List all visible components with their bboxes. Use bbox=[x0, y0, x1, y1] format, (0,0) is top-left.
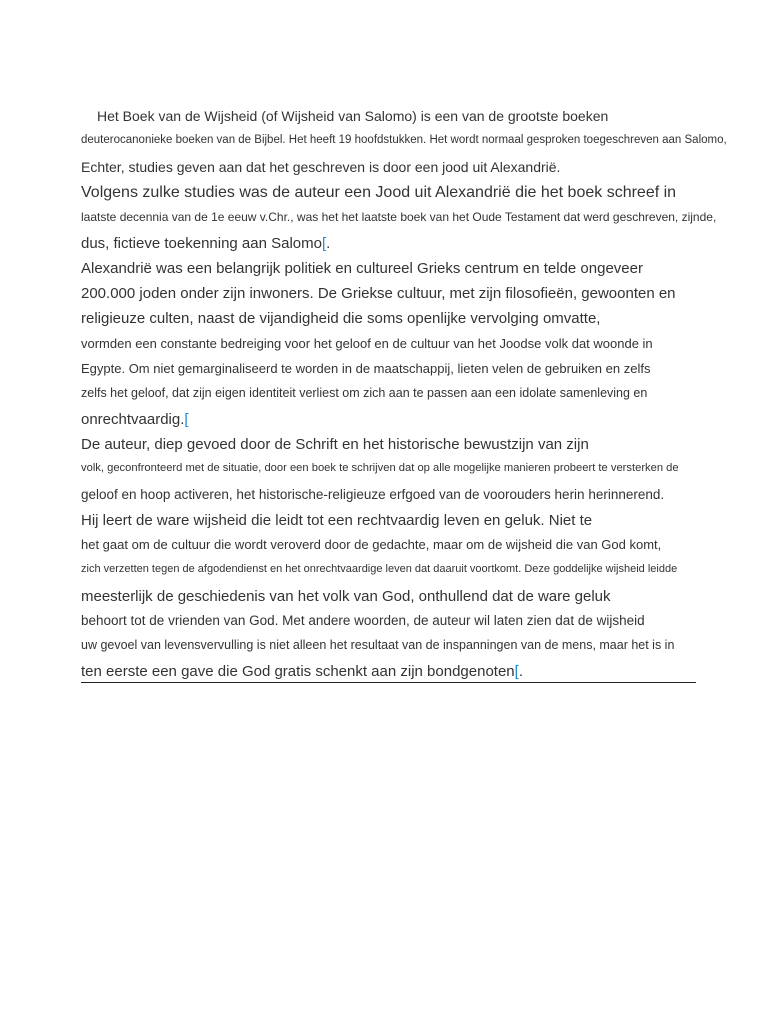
line-text: dus, fictieve toekenning aan Salomo bbox=[81, 235, 322, 252]
paragraph-line: geloof en hoop activeren, het historische-religieuze erfgoed van de voorouders herin herinnerend. bbox=[81, 487, 665, 502]
paragraph-line: behoort tot de vrienden van God. Met andere woorden, de auteur wil laten zien dat de wijsheid bbox=[81, 613, 645, 628]
paragraph-line: Egypte. Om niet gemarginaliseerd te worden in de maatschappij, lieten velen de gebruiken en zelfs bbox=[81, 361, 651, 376]
reference-link[interactable]: [ bbox=[514, 663, 519, 680]
paragraph-line: zelfs het geloof, dat zijn eigen identiteit verliest om zich aan te passen aan een idolate samenleving en bbox=[81, 386, 648, 400]
paragraph-line: 200.000 joden onder zijn inwoners. De Griekse cultuur, met zijn filosofieën, gewoonten en bbox=[81, 285, 676, 302]
line-tail: . bbox=[326, 235, 331, 252]
paragraph-line: vormden een constante bedreiging voor het geloof en de cultuur van het Joodse volk dat woonde in bbox=[81, 336, 653, 351]
reference-link[interactable]: [ bbox=[322, 235, 327, 252]
paragraph-line: deuterocanonieke boeken van de Bijbel. Het heeft 19 hoofdstukken. Het wordt normaal gesproken toegeschreven aan Salomo, bbox=[81, 134, 727, 146]
paragraph-line: Echter, studies geven aan dat het geschreven is door een jood uit Alexandrië. bbox=[81, 159, 561, 175]
paragraph-line: religieuze culten, naast de vijandigheid die soms openlijke vervolging omvatte, bbox=[81, 310, 601, 327]
paragraph-line: Het Boek van de Wijsheid (of Wijsheid van Salomo) is een van de grootste boeken bbox=[97, 108, 609, 124]
paragraph-line: Hij leert de ware wijsheid die leidt tot een rechtvaardig leven en geluk. Niet te bbox=[81, 512, 593, 529]
paragraph-line bbox=[81, 411, 189, 428]
paragraph-line bbox=[81, 663, 523, 680]
paragraph-line bbox=[81, 235, 330, 252]
line-tail: . bbox=[518, 663, 523, 680]
paragraph-line: zich verzetten tegen de afgodendienst en het onrechtvaardige leven dat daaruit voortkomt. Deze goddelijke wijsheid leidde bbox=[81, 563, 678, 575]
paragraph-line: Alexandrië was een belangrijk politiek en cultureel Grieks centrum en telde ongeveer bbox=[81, 260, 643, 277]
paragraph-line: laatste decennia van de 1e eeuw v.Chr., was het het laatste boek van het Oude Testament dat werd geschreven, zijnde, bbox=[81, 210, 717, 224]
line-text: onrechtvaardig. bbox=[81, 411, 185, 428]
paragraph-line: het gaat om de cultuur die wordt veroverd door de gedachte, maar om de wijsheid die van God komt, bbox=[81, 537, 662, 552]
paragraph-line: uw gevoel van levensvervulling is niet alleen het resultaat van de inspanningen van de mens, maar het is in bbox=[81, 638, 675, 652]
paragraph-line: volk, geconfronteerd met de situatie, door een boek te schrijven dat op alle mogelijke manieren probeert te versterken de bbox=[81, 462, 679, 474]
reference-link[interactable]: [ bbox=[184, 411, 189, 428]
paragraph-line: Volgens zulke studies was de auteur een Jood uit Alexandrië die het boek schreef in bbox=[81, 184, 677, 201]
horizontal-rule bbox=[81, 682, 696, 683]
paragraph-line: De auteur, diep gevoed door de Schrift en het historische bewustzijn van zijn bbox=[81, 436, 589, 453]
paragraph-line: meesterlijk de geschiedenis van het volk van God, onthullend dat de ware geluk bbox=[81, 588, 611, 605]
line-text: ten eerste een gave die God gratis schenkt aan zijn bondgenoten bbox=[81, 663, 515, 680]
